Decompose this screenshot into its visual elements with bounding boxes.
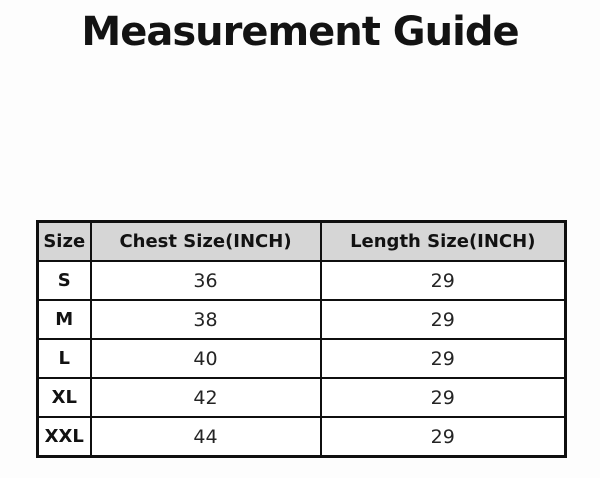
column-header-length: Length Size(INCH) bbox=[321, 222, 566, 262]
size-cell: XL bbox=[38, 378, 91, 417]
table-row-xxl bbox=[38, 417, 566, 457]
chest-cell: 42 bbox=[91, 378, 321, 417]
size-cell: XXL bbox=[38, 417, 91, 457]
table-row-xl bbox=[38, 378, 566, 417]
page-title: Measurement Guide bbox=[81, 9, 519, 55]
size-cell: M bbox=[38, 300, 91, 339]
length-cell: 29 bbox=[321, 339, 566, 378]
table-row-m bbox=[38, 300, 566, 339]
chest-cell: 44 bbox=[91, 417, 321, 457]
chest-cell: 40 bbox=[91, 339, 321, 378]
size-cell: S bbox=[38, 261, 91, 300]
size-table bbox=[36, 220, 567, 458]
size-cell: L bbox=[38, 339, 91, 378]
size-table-header bbox=[38, 222, 566, 262]
length-cell: 29 bbox=[321, 261, 566, 300]
length-cell: 29 bbox=[321, 378, 566, 417]
column-header-chest: Chest Size(INCH) bbox=[91, 222, 321, 262]
table-row-l bbox=[38, 339, 566, 378]
table-row-s bbox=[38, 261, 566, 300]
length-cell: 29 bbox=[321, 300, 566, 339]
chest-cell: 36 bbox=[91, 261, 321, 300]
column-header-size: Size bbox=[38, 222, 91, 262]
chest-cell: 38 bbox=[91, 300, 321, 339]
length-cell: 29 bbox=[321, 417, 566, 457]
header-row bbox=[38, 222, 566, 262]
size-table-body bbox=[38, 261, 566, 457]
